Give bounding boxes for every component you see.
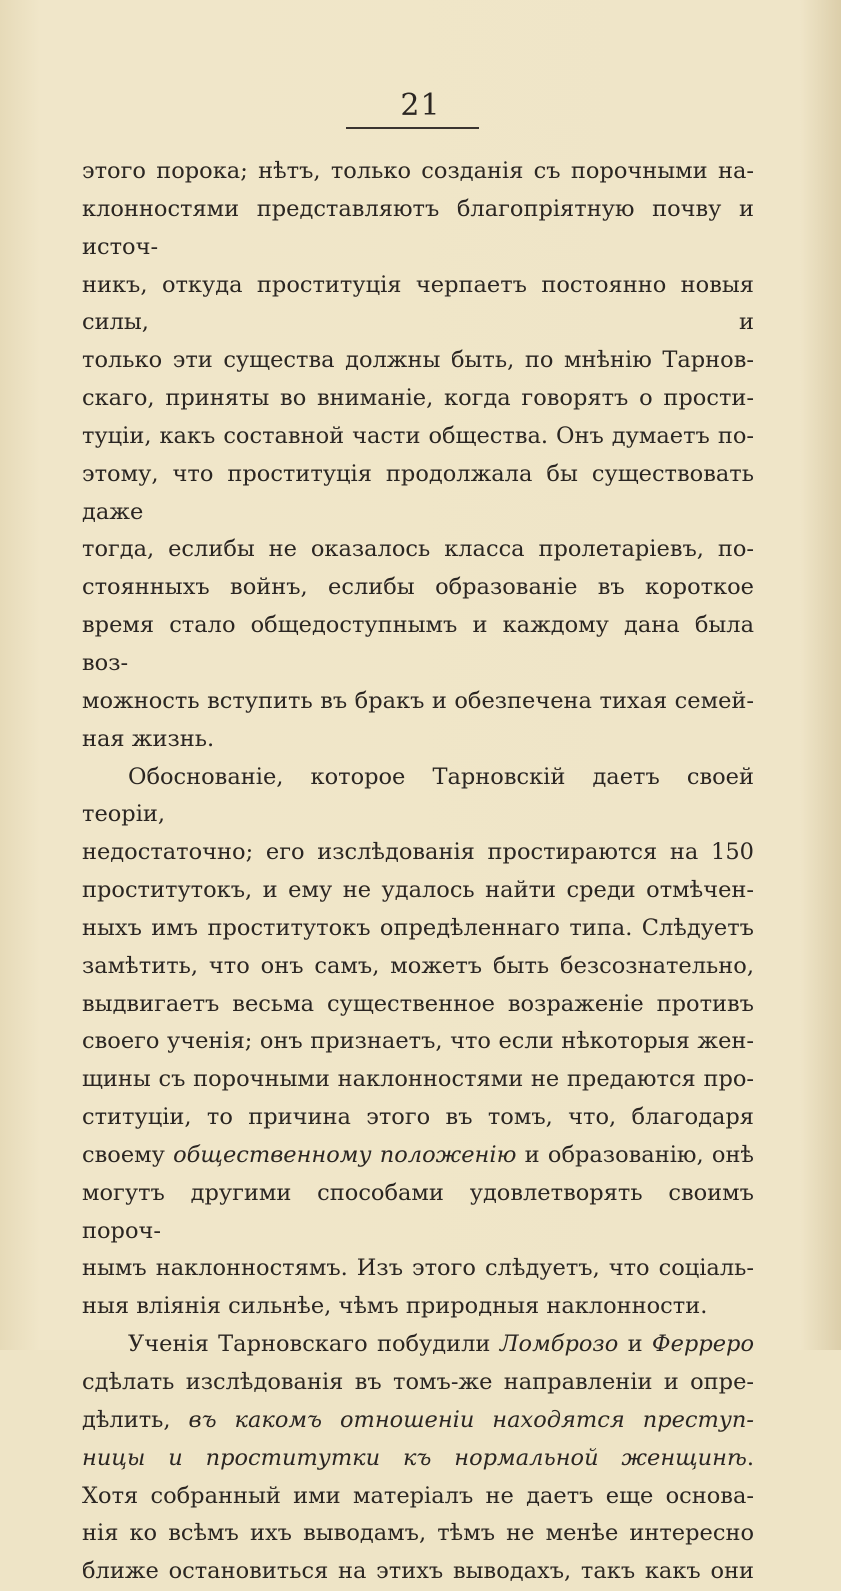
text-line: стоянныхъ войнъ, еслибы образованіе въ короткое [82,574,754,601]
text-line: Обоснованіе, которое Тарновскій даетъ своей теоріи, [82,763,754,828]
text-line: тогда, еслибы не оказалось класса пролетаріевъ, по- [82,536,754,563]
text-line: щины съ порочными наклонностями не предаются про- [82,1066,754,1093]
text-line: ныя вліянія сильнѣе, чѣмъ природныя наклонности. [82,1293,708,1320]
italic-name: Ферреро [651,1331,754,1358]
header-rule [346,127,479,129]
text-line: нія ко всѣмъ ихъ выводамъ, тѣмъ не менѣе интересно [82,1520,754,1547]
text-line: ная жизнь. [82,725,215,752]
text-line: никъ, откуда проституція черпаетъ постоянно новыя силы, и [82,271,754,336]
text-line: ституціи, то причина этого въ томъ, что, благодаря [82,1104,754,1131]
italic-emphasis: въ какомъ отношеніи находятся преступ- [188,1406,755,1433]
italic-emphasis: общественному положенію [173,1141,517,1168]
text-line: только эти существа должны быть, по мнѣнію Тарнов- [82,347,754,374]
text-line: замѣтить, что онъ самъ, можетъ быть безсознательно, [82,952,754,979]
text-line: этому, что проституція продолжала бы существовать даже [82,460,754,525]
italic-name: Ломброзо [499,1331,619,1358]
italic-emphasis: ницы и проститутки къ нормальной женщинѣ [82,1444,747,1471]
text-line: Ученія Тарновскаго побудили Ломброзо и Ферреро [128,1331,754,1358]
text-line: Хотя собранный ими матеріалъ не даетъ еще основа- [82,1482,754,1509]
paragraph-2 [82,759,754,1327]
paragraph-1 [82,153,754,759]
text-line: дѣлить, въ какомъ отношеніи находятся преступ- [82,1406,755,1433]
paragraph-3 [82,1326,754,1591]
text-line: своему общественному положенію и образованію, онѣ [82,1141,755,1168]
text-line: ближе остановиться на этихъ выводахъ, такъ какъ они [82,1558,754,1585]
text-line: можность вступить въ бракъ и обезпечена тихая семей- [82,687,754,714]
body-text [82,153,754,1591]
text-line: ныхъ имъ проститутокъ опредѣленнаго типа. Слѣдуетъ [82,914,754,941]
text-line: проститутокъ, и ему не удалось найти среди отмѣчен- [82,877,754,904]
page-number: 21 [400,88,441,123]
text-line: скаго, приняты во вниманіе, когда говорятъ о прости- [82,385,754,412]
text-line: сдѣлать изслѣдованія въ томъ-же направленіи и опре- [82,1369,754,1395]
text-line: нымъ наклонностямъ. Изъ этого слѣдуетъ, что соціаль- [82,1255,754,1282]
text-line: недостаточно; его изслѣдованія простираются на 150 [82,839,754,866]
text-line: этого порока; нѣтъ, только созданія съ порочными на- [82,158,754,184]
text-line: выдвигаетъ весьма существенное возраженіе противъ [82,990,754,1017]
text-line: время стало общедоступнымъ и каждому дана была воз- [82,612,754,676]
text-line: своего ученія; онъ признаетъ, что если нѣкоторыя жен- [82,1028,754,1055]
text-line: могутъ другими способами удовлетворять своимъ пороч- [82,1179,754,1244]
text-line: клонностями представляютъ благопріятную почву и источ- [82,195,754,260]
text-line: туціи, какъ составной части общества. Онъ думаетъ по- [82,422,754,449]
text-line: ницы и проститутки къ нормальной женщинѣ. [82,1444,754,1471]
